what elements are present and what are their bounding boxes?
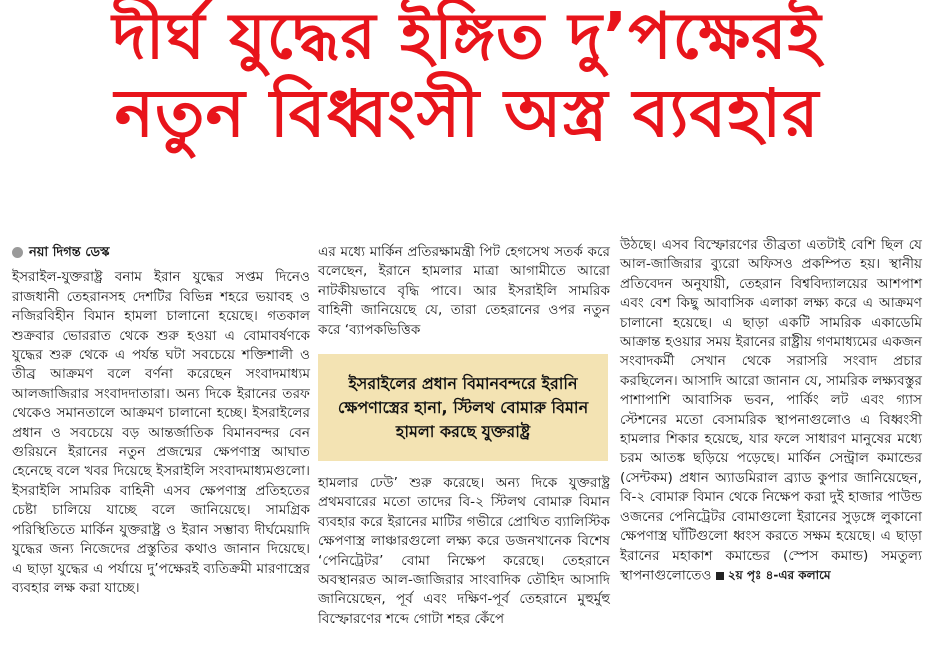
byline [12,243,310,262]
continuation-text: ২য় পৃঃ ৪-এর কলামে [727,567,831,582]
column-3-body: উঠছে। এসব বিস্ফোরণের তীব্রতা এতটাই বেশি ছিল যে আল-জাজিরার ব্যুরো অফিসও প্রকম্পিত হয়। স্থানীয় প্রতিবেদন অনুযায়ী, তেহরান বিশ্ববিদ্যালয়ের আশপাশ এবং বেশ কিছু আবাসিক এলাকা লক্ষ্য করে এ আক্রমণ চালানো হয়েছে। এ ছাড়া একটি সামরিক একাডেমি আক্রান্ত হওয়ার সময় ইরানের রাষ্ট্রীয় গণমাধ্যমের একজন সংবাদকর্মী সেখান থেকে সরাসরি সংবাদ প্রচার করছিলেন। আসাদি আরো জানান যে, সামরিক লক্ষ্যবস্তুর পাশাপাশি আবাসিক ভবন, পার্কিং লট এবং গ্যাস স্টেশনের মতো বেসামরিক স্থাপনাগুলোও এ বিধ্বংসী হামলার শিকার হয়েছে, যার ফলে সাধারণ মানুষের মধ্যে চরম আতঙ্ক ছড়িয়ে পড়েছে। মার্কিন সেন্ট্রাল কমান্ডের (সেন্টকম) প্রধান অ্যাডমিরাল ব্র্যাড কুপার জানিয়েছেন, বি-২ বোমারু বিমান থেকে নিক্ষেপ করা দুই হাজার পাউন্ড ওজনের পেনিট্রেটর বোমাগুলো ইরানের সুড়ঙ্গে লুকানো ক্ষেপণাস্ত্র ঘাঁটিগুলো ধ্বংস করতে সক্ষম হয়েছে। এ ছাড়া ইরানের মহাকাশ কমান্ডের (স্পেস কমান্ড) সমতুল্য স্থাপনাগুলোতেও [620,237,922,584]
continuation-note [716,566,831,585]
pull-quote: ইসরাইলের প্রধান বিমানবন্দরে ইরানি ক্ষেপণাস্ত্রের হানা, স্টিলথ বোমারু বিমান হামলা করছে যুক্তরাষ্ট্র [318,354,608,461]
headline [0,0,934,153]
article-column-3 [620,236,922,586]
byline-text: নয়া দিগন্ত ডেস্ক [29,245,110,260]
bullet-dot-icon [12,247,23,258]
headline-line-1: দীর্ঘ যুদ্ধের ইঙ্গিত দু’পক্ষেরই [112,0,822,74]
article-column-2-bottom [318,474,610,629]
column-1-text: ইসরাইল-যুক্তরাষ্ট্র বনাম ইরান যুদ্ধের সপ্তম দিনেও রাজধানী তেহরানসহ দেশটির বিভিন্ন শহরে ভয়াবহ ও নজিরবিহীন বিমান হামলা চালানো হয়েছে। গতকাল শুক্রবার ভোররাত থেকে শুরু হওয়া এ বোমাবর্ষণকে যুদ্ধের শুরু থেকে এ পর্যন্ত ঘটা সবচেয়ে শক্তিশালী ও তীব্র আক্রমণ বলে বর্ণনা করেছেন সংবাদমাধ্যম আলজাজিরার সংবাদদাতারা। অন্য দিকে ইরানের তরফ থেকেও সমানতালে আক্রমণ চালানো হচ্ছে। ইসরাইলের প্রধান ও সবচেয়ে বড় আন্তর্জাতিক বিমানবন্দর বেন গুরিয়নে ইরানের নতুন প্রজন্মের ক্ষেপণাস্ত্র আঘাত হেনেছে বলে খবর দিয়েছে ইসরাইলি সংবাদমাধ্যমগুলো। ইসরাইলি সামরিক বাহিনী এসব ক্ষেপণাস্ত্র প্রতিহতের চেষ্টা চালিয়ে যাচ্ছে বলে জানিয়েছে। সামগ্রিক পরিস্থিতিতে মার্কিন যুক্তরাষ্ট্র ও ইরান সম্ভাব্য দীর্ঘমেয়াদি যুদ্ধের জন্য নিজেদের প্রস্তুতির কথাও জানান দিয়েছে। এ ছাড়া যুদ্ধের এ পর্যায়ে দু’পক্ষেরই ব্যতিক্রমী মারণাস্ত্রের ব্যবহার লক্ষ করা যাচ্ছে। [12,269,310,596]
article-column-2-top [318,243,610,340]
column-2-top-text: এর মধ্যে মার্কিন প্রতিরক্ষামন্ত্রী পিট হেগসেথ সতর্ক করে বলেছেন, ইরানে হামলার মাত্রা আগামীতে আরো নাটকীয়ভাবে বৃদ্ধি পাবে। আর ইসরাইলি সামরিক বাহিনী জানিয়েছে যে, তারা তেহরানের ওপর নতুন করে ‘ব্যাপকভিত্তিক [318,244,610,338]
headline-line-2: নতুন বিধ্বংসী অস্ত্র ব্যবহার [114,75,820,153]
article-column-1 [12,243,310,598]
square-bullet-icon [716,572,724,580]
column-2-bottom-text: হামলার ঢেউ’ শুরু করেছে। অন্য দিকে যুক্তরাষ্ট্র প্রথমবারের মতো তাদের বি-২ স্টিলথ বোমারু বিমান ব্যবহার করে ইরানের মাটির গভীরে প্রোথিত ব্যালিস্টিক ক্ষেপণাস্ত্র লাঞ্চারগুলো লক্ষ্য করে ডজনখানেক বিশেষ ‘পেনিট্রেটর’ বোমা নিক্ষেপ করেছে। তেহরানে অবস্থানরত আল-জাজিরার সাংবাদিক তৌহিদ আসাদি জানিয়েছেন, পূর্ব এবং দক্ষিণ-পূর্ব তেহরানে মুহুর্মুহু বিস্ফোরণের শব্দে গোটা শহর কেঁপে [318,475,610,627]
column-3-text [620,236,922,586]
